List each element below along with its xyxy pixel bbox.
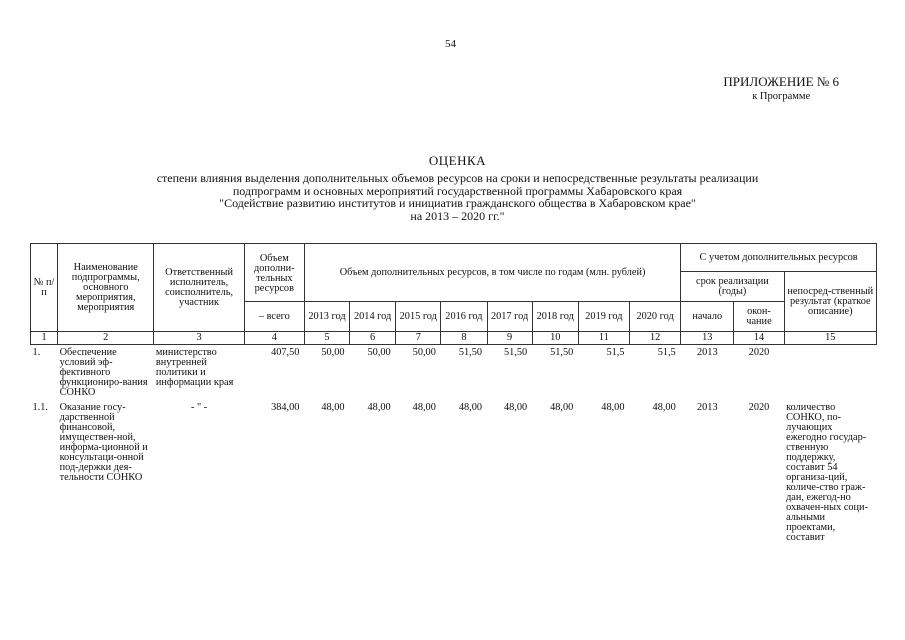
column-number: 2 xyxy=(58,332,154,345)
subtitle-line: подпрограмм и основных мероприятий государственной программы Хабаровского края xyxy=(232,183,683,198)
header-years-group: Объем дополнительных ресурсов, в том числе по годам (млн. рублей) xyxy=(304,244,680,302)
column-number: 4 xyxy=(244,332,304,345)
header-year: 2015 год xyxy=(396,302,441,332)
row-year-value: 48,00 xyxy=(601,402,625,413)
subtitle-line: степени влияния выделения дополнительных объемов ресурсов на сроки и непосредственные результаты реализации xyxy=(156,171,759,185)
column-number: 13 xyxy=(681,332,734,345)
resources-table xyxy=(30,243,877,543)
column-number: 9 xyxy=(487,332,532,345)
header-year: 2018 год xyxy=(532,302,578,332)
column-number: 10 xyxy=(532,332,578,345)
appendix-title: ПРИЛОЖЕНИЕ № 6 xyxy=(723,74,839,89)
row-result: количество СОНКО, по-лучающих ежегодно государ-ственную поддержку, составит 54 организа-ций, количе-ство граж-дан, ежегод-но охвачен-ных соци-альными проектами, составит xyxy=(786,402,868,543)
subtitle-line: на 2013 – 2020 гг." xyxy=(410,208,505,223)
header-year: 2013 год xyxy=(304,302,349,332)
appendix-subtitle: к Программе xyxy=(752,91,811,102)
column-number: 15 xyxy=(784,332,876,345)
row-num: 1.1. xyxy=(32,402,48,413)
row-end: 2020 xyxy=(748,347,770,358)
row-executor: - " - xyxy=(190,402,208,413)
header-volume: Объем дополни-тельных ресурсов xyxy=(244,244,304,302)
column-number: 5 xyxy=(304,332,349,345)
row-name: Оказание госу-дарственной финансовой, имуществен-ной, информа-ционной и консультаци-онной под-держки дея-тельности СОНКО xyxy=(59,402,148,483)
row-total: 407,50 xyxy=(271,347,300,358)
column-number: 1 xyxy=(31,332,58,345)
row-start: 2013 xyxy=(697,402,718,413)
row-year-value: 51,50 xyxy=(503,347,528,358)
column-number: 8 xyxy=(441,332,487,345)
column-number: 7 xyxy=(396,332,441,345)
row-result xyxy=(784,345,876,401)
column-number: 6 xyxy=(350,332,396,345)
row-year-value: 50,00 xyxy=(321,347,345,358)
header-year: 2016 год xyxy=(441,302,487,332)
row-executor: министерство внутренней политики и информации края xyxy=(155,347,234,388)
row-year-value: 48,00 xyxy=(321,402,345,413)
row-year-value: 50,00 xyxy=(412,347,436,358)
header-end: окон-чание xyxy=(734,302,784,332)
header-year: 2019 год xyxy=(578,302,629,332)
row-year-value: 51,5 xyxy=(657,347,676,358)
header-result: непосред-ственный результат (краткое описание) xyxy=(784,272,876,332)
page-number: 54 xyxy=(445,38,456,50)
table-row xyxy=(31,345,877,401)
row-year-value: 48,00 xyxy=(412,402,436,413)
row-year-value: 48,00 xyxy=(652,402,676,413)
row-year-value: 48,00 xyxy=(458,402,482,413)
header-considering: С учетом дополнительных ресурсов xyxy=(681,244,877,272)
row-year-value: 51,50 xyxy=(550,347,574,358)
row-name: Обеспечение условий эф-фективного функциониро-вания СОНКО xyxy=(59,347,148,398)
header-year: 2017 год xyxy=(487,302,532,332)
row-year-value: 51,50 xyxy=(458,347,482,358)
column-number: 14 xyxy=(734,332,784,345)
appendix-label xyxy=(723,74,839,102)
row-year-value: 50,00 xyxy=(367,347,391,358)
document-subtitle xyxy=(40,172,875,222)
header-year: 2014 год xyxy=(350,302,396,332)
row-end: 2020 xyxy=(748,402,770,413)
row-total: 384,00 xyxy=(271,402,300,413)
row-num: 1. xyxy=(32,347,41,358)
header-start: начало xyxy=(681,302,734,332)
subtitle-line: "Содействие развитию институтов и инициатив гражданского общества в Хабаровском крае" xyxy=(219,196,696,210)
row-year-value: 48,00 xyxy=(503,402,528,413)
row-start: 2013 xyxy=(697,347,718,358)
row-year-value: 48,00 xyxy=(367,402,391,413)
header-executor: Ответственный исполнитель, соисполнитель, участник xyxy=(154,244,244,332)
row-year-value: 48,00 xyxy=(550,402,574,413)
header-num: № п/п xyxy=(31,244,58,332)
column-number: 12 xyxy=(629,332,680,345)
header-year: 2020 год xyxy=(629,302,680,332)
header-term: срок реализации (годы) xyxy=(681,272,784,302)
row-year-value: 51,5 xyxy=(606,347,625,358)
column-number: 3 xyxy=(154,332,244,345)
column-number: 11 xyxy=(578,332,629,345)
header-name: Наименование подпрограммы, основного мероприятия, мероприятия xyxy=(58,244,154,332)
header-volume-total: – всего xyxy=(244,302,304,332)
document-title: ОЦЕНКА xyxy=(428,153,487,168)
table-row xyxy=(31,400,877,543)
